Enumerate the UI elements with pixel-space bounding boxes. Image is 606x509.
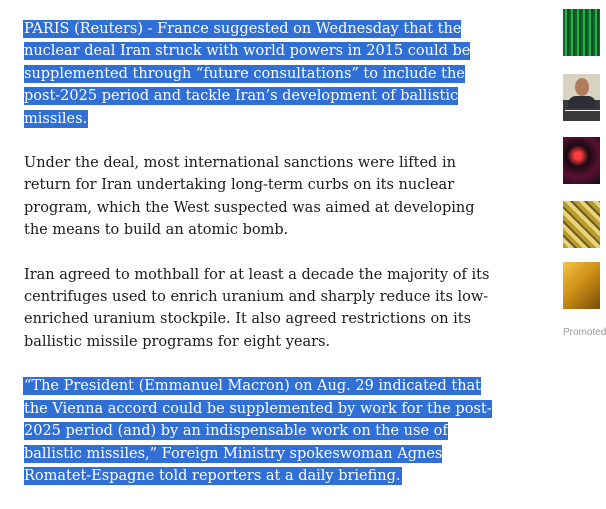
article-paragraph: [24, 152, 494, 242]
person-image: [575, 78, 589, 96]
article-paragraph: [24, 264, 494, 354]
article-body: [24, 18, 494, 509]
promoted-thumbnail[interactable]: [563, 74, 600, 121]
paragraph-text: Iran agreed to mothball for at least a decade the majority of its centrifuges used to enrich uranium and sharply reduce its low-enriched uranium stockpile. It also agreed restrictions on its ballistic missile programs for eight years.: [24, 266, 490, 350]
promoted-sidebar: [560, 0, 600, 418]
promoted-label: Promoted: [563, 327, 606, 338]
suit-image: [568, 96, 596, 108]
promoted-thumbnail[interactable]: [563, 137, 600, 184]
paragraph-text: Under the deal, most international sanctions were lifted in return for Iran undertaking long-term curbs on its nuclear program, which the West suspected was aimed at developing the means to build an atomic bomb.: [24, 155, 475, 239]
promoted-thumbnail[interactable]: [563, 201, 600, 248]
article-paragraph: [24, 18, 494, 130]
paragraph-text: PARIS (Reuters) - France suggested on Wednesday that the nuclear deal Iran struck with world powers in 2015 could be supplemented through “future consultations” to include the post-2025 period and tackle Iran’s development of ballistic missiles.: [24, 21, 471, 127]
caption-bar: [565, 110, 600, 111]
promoted-thumbnail[interactable]: [563, 9, 600, 56]
promoted-thumbnail[interactable]: [563, 262, 600, 309]
article-paragraph: [24, 375, 494, 487]
paragraph-text: “The President (Emmanuel Macron) on Aug. 29 indicated that the Vienna accord could be supplemented by work for the post-2025 period (and) by an indispensable work on the use of ballistic missiles,” Foreign Ministry spokeswoman Agnes Romatet-Espagne told reporters at a daily briefing.: [24, 378, 492, 484]
